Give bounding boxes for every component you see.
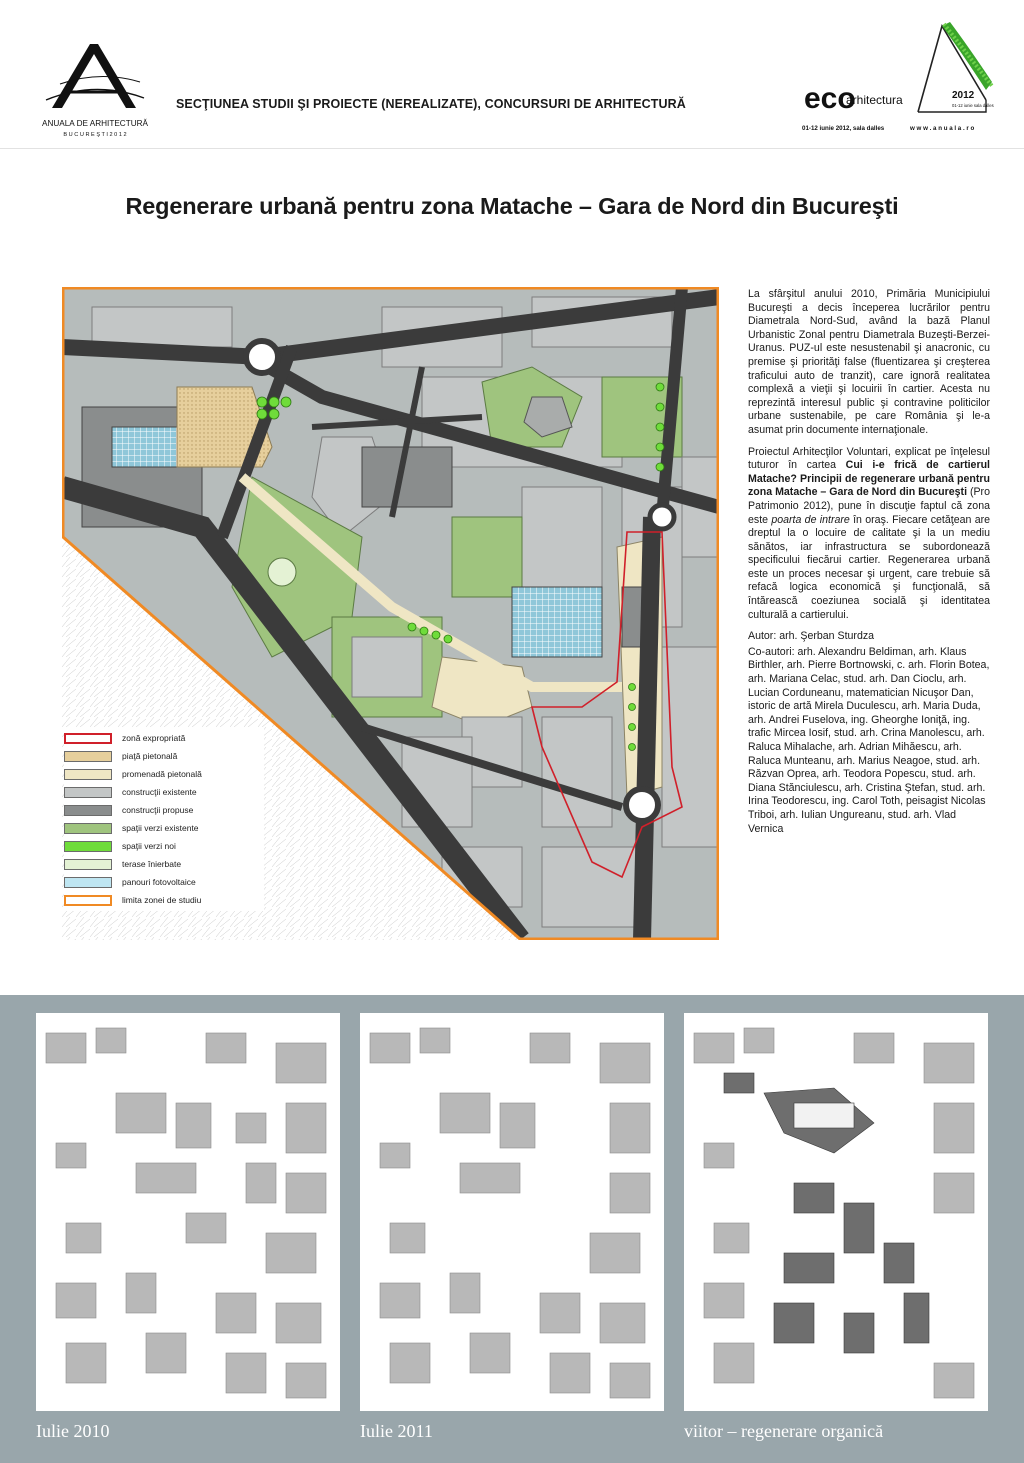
eco-small-text: 01-12 iunie sala dalles [952, 103, 994, 108]
figure-ground-2010 [36, 1013, 340, 1411]
figure-ground-2011 [360, 1013, 664, 1411]
paragraph-intro [748, 288, 990, 438]
project-text-1: (Pro Patrimonio 2012), pune în discuţie faptul că zona este [748, 486, 990, 526]
legend-item [64, 783, 264, 801]
caption-future: viitor – regenerare organică [684, 1421, 884, 1441]
annual-logo [40, 40, 150, 150]
legend-label: construcţii propuse [122, 805, 194, 815]
legend-swatch [64, 841, 112, 852]
legend-label: spaţii verzi noi [122, 841, 176, 851]
author-line: Autor: arh. Şerban Sturdza [748, 630, 875, 643]
eco-word: eco [804, 82, 856, 115]
figure-ground-future [684, 1013, 988, 1411]
legend-item [64, 873, 264, 891]
legend-swatch [64, 877, 112, 888]
section-heading: SECŢIUNEA STUDII ŞI PROIECTE (NEREALIZATE), CONCURSURI DE ARHITECTURĂ [176, 97, 686, 111]
legend-label: terase înierbate [122, 859, 182, 869]
legend-swatch [64, 787, 112, 798]
legend-item [64, 765, 264, 783]
legend-label: limita zonei de studiu [122, 895, 202, 905]
legend-swatch [64, 859, 112, 870]
eco-year: 2012 [952, 90, 975, 101]
book-title: Cui i-e frică de cartierul Matache? Principii de regenerare urbană pentru zona Matache – Gara de Nord din Bucureşti [748, 459, 990, 499]
legend-label: panouri fotovoltaice [122, 877, 196, 887]
page-title: Regenerare urbană pentru zona Matache – Gara de Nord din Bucureşti [125, 193, 899, 219]
legend-swatch [64, 769, 112, 780]
puz-critique-text: PUZ-ul este nesustenabil şi anacronic, cu premise şi priorităţi false (fluentizarea şi creşterea traficului auto de tranzit), care ignoră realitatea complexă a vieţii şi locuirii în cartier. Acesta nu reprezintă interesul public şi contravine politicilor urbane sustenabile, pe care România şi le-a asumat prin documente internaţionale. [748, 342, 990, 436]
legend-item [64, 729, 264, 747]
project-intro-text: Proiectul Arhitecţilor Voluntari, explicat pe înţelesul tuturor în cartea [748, 445, 990, 472]
legend-label: spaţii verzi existente [122, 823, 199, 833]
project-text-2: în oraş. Fiecare cetăţean are dreptul la o locuire de calitate şi la un mediu sănătos, iar infrastructura se subordonează specificului fiecărui cartier. Regenerarea urbană este un proces necesar şi urgent, care trebuie să refacă logica economică şi funcţională, să întărească coeziunea socială şi identitatea culturală a cartierului. [748, 513, 990, 621]
legend-item [64, 801, 264, 819]
eco-arhitectura-word: arhitectura [846, 93, 903, 107]
legend-item [64, 747, 264, 765]
annual-logo-title: ANUALA DE ARHITECTURĂ [41, 119, 149, 128]
legend-swatch [64, 895, 112, 906]
legend-label: zonă expropriată [122, 733, 186, 743]
annual-logo-subtitle: B U C U R E Ş T I 2 0 1 2 [63, 132, 127, 138]
project-emphasis: poarta de intrare [771, 513, 850, 526]
legend-swatch [64, 751, 112, 762]
legend-swatch [64, 805, 112, 816]
legend-label: construcţii existente [122, 787, 197, 797]
intro-text: La sfârşitul anului 2010, Primăria Municipiului Bucureşti a decis începerea lucrărilor pentru Diametrala Nord-Sud, având la bază Planul Urbanistic Zonal pentru Diametrala Buzeşti-Berzei-Uranus. [748, 288, 990, 355]
caption-2011: Iulie 2011 [360, 1421, 433, 1441]
legend-item [64, 855, 264, 873]
legend-swatch [64, 823, 112, 834]
map-legend [64, 727, 264, 911]
legend-swatch [64, 733, 112, 744]
eco-dates: 01-12 iunie 2012, sala dalles [802, 125, 885, 132]
header-divider [0, 148, 1024, 149]
paragraph-project [748, 446, 990, 623]
coauthors-list: Co-autori: arh. Alexandru Beldiman, arh. Klaus Birthler, arh. Pierre Bortnowski, c. arh. Florin Botea, arh. Mariana Celac, stud. arh. Dan Cioclu, arh. Lucian Corduneanu, matematician Nicuşor Dan, istoric de artă Mirela Duculescu, arh. Maria Duda, arh. Andrei Fuselova, ing. Gheorghe Ioniţă, ing. trafic Mircea Iosif, stud. arh. Crina Manolescu, arh. Raluca Mihalache, arh. Adrian Mihăescu, arh. Raluca Munteanu, arh. Marius Neagoe, stud. arh. Răzvan Oprea, arh. Teodora Popescu, stud. arh. Diana Stănciulescu, arh. Cristina Ştefan, stud. arh. Irina Teodorescu, ing. Carol Toth, peisagist Nicolas Triboi, arh. Iulian Ungureanu, stud. arh. Vlad Vernica [748, 645, 990, 835]
caption-2010: Iulie 2010 [36, 1421, 110, 1441]
legend-item [64, 819, 264, 837]
legend-label: promenadă pietonală [122, 769, 202, 779]
eco-website: w w w . a n u a l a . r o [910, 125, 975, 132]
legend-item [64, 837, 264, 855]
eco-architecture-logo [800, 20, 1000, 145]
legend-label: piaţă pietonală [122, 751, 178, 761]
legend-item [64, 891, 264, 909]
project-description [748, 288, 990, 844]
